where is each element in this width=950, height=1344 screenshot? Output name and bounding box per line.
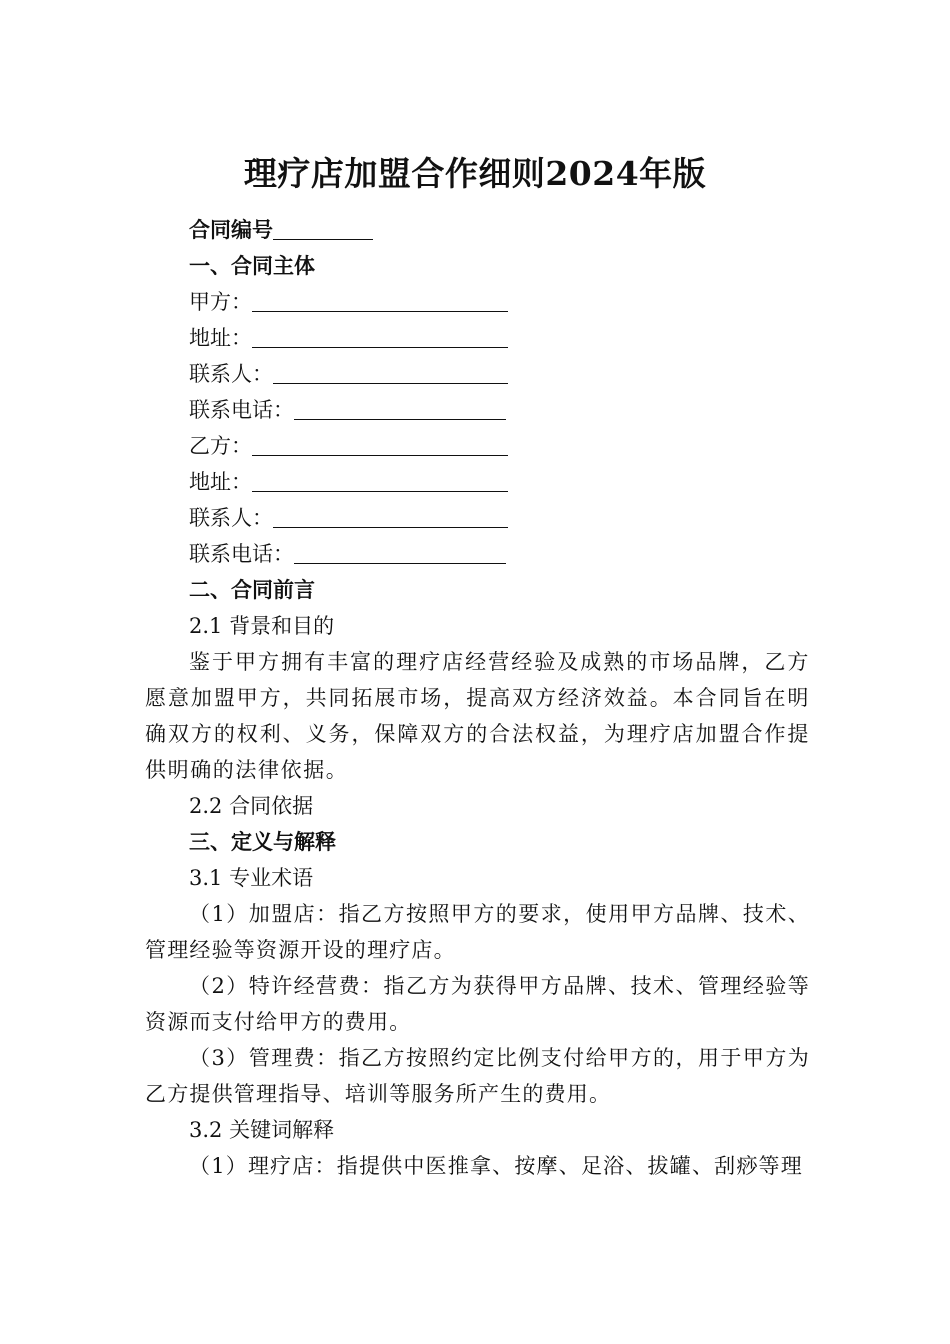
- party-b-phone-line: [145, 536, 810, 572]
- party-b-line: [145, 428, 810, 464]
- subsection-3-2: 3.2 关键词解释: [189, 1118, 335, 1142]
- paragraph-background: 鉴于甲方拥有丰富的理疗店经营经验及成熟的市场品牌，乙方愿意加盟甲方，共同拓展市场，提高双方经济效益。本合同旨在明确双方的权利、义务，保障双方的合法权益，为理疗店加盟合作提供明确的法律依据。: [145, 650, 810, 782]
- definition-item-3: （3）管理费：指乙方按照约定比例支付给甲方的，用于甲方为乙方提供管理指导、培训等服务所产生的费用。: [145, 1046, 810, 1106]
- party-a-address-label: 地址：: [189, 326, 252, 350]
- subsection-2-1: 2.1 背景和目的: [189, 614, 335, 638]
- subsection-3-1: 3.1 专业术语: [189, 866, 314, 890]
- subsection-2-2: 2.2 合同依据: [189, 794, 314, 818]
- party-b-phone-label: 联系电话：: [189, 542, 294, 566]
- contract-number-blank: [273, 215, 373, 240]
- party-b-address-label: 地址：: [189, 470, 252, 494]
- party-a-contact-line: [145, 356, 810, 392]
- document-body: [145, 212, 810, 1184]
- definition-item-2: （2）特许经营费：指乙方为获得甲方品牌、技术、管理经验等资源而支付给甲方的费用。: [145, 974, 810, 1034]
- party-b-label: 乙方：: [189, 434, 252, 458]
- party-a-phone-line: [145, 392, 810, 428]
- party-b-contact-label: 联系人：: [189, 506, 273, 530]
- party-b-phone-blank: [294, 539, 506, 564]
- party-b-blank: [252, 431, 508, 456]
- party-a-phone-blank: [294, 395, 506, 420]
- party-a-line: [145, 284, 810, 320]
- party-a-address-line: [145, 320, 810, 356]
- section-1-heading: 一、合同主体: [189, 253, 315, 278]
- document-title: 理疗店加盟合作细则2024年版: [243, 154, 707, 193]
- section-2-heading: 二、合同前言: [189, 577, 315, 602]
- definition-item-4: （1）理疗店：指提供中医推拿、按摩、足浴、拔罐、刮痧等理: [189, 1154, 803, 1178]
- party-a-label: 甲方：: [189, 290, 252, 314]
- party-b-contact-line: [145, 500, 810, 536]
- contract-number-line: [145, 212, 810, 248]
- party-a-contact-label: 联系人：: [189, 362, 273, 386]
- party-a-phone-label: 联系电话：: [189, 398, 294, 422]
- party-b-address-blank: [252, 467, 508, 492]
- contract-number-label: 合同编号: [189, 217, 273, 242]
- section-3-heading: 三、定义与解释: [189, 829, 336, 854]
- definition-item-1: （1）加盟店：指乙方按照甲方的要求，使用甲方品牌、技术、管理经验等资源开设的理疗店。: [145, 902, 810, 962]
- party-a-blank: [252, 287, 508, 312]
- party-a-address-blank: [252, 323, 508, 348]
- party-b-address-line: [145, 464, 810, 500]
- party-b-contact-blank: [273, 503, 508, 528]
- party-a-contact-blank: [273, 359, 508, 384]
